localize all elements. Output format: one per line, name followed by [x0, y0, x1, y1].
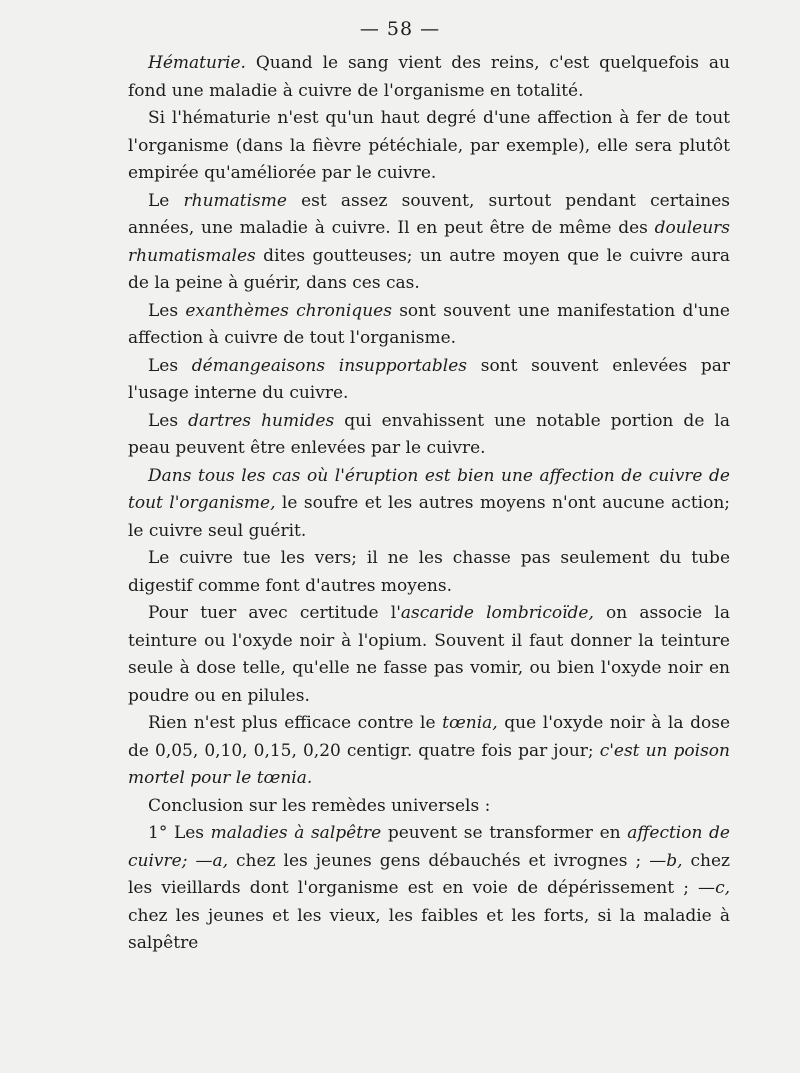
- italic-text: Hématurie.: [148, 53, 246, 73]
- italic-text: douleurs rhumatismales: [128, 218, 730, 266]
- italic-text: tœnia,: [442, 713, 498, 733]
- text-segment: dites goutteuses; un autre moyen que le cuivre aura de la peine à guérir, dans ces cas.: [128, 245, 730, 293]
- text-segment: Si l'hématurie n'est qu'un haut degré d'une affection à fer de tout l'organisme (dans la fièvre pétéchiale, par exemple), elle sera plutôt empirée qu'améliorée par le cuivre.: [128, 108, 730, 183]
- text-segment: que l'oxyde noir à la dose de 0,05, 0,10, 0,15, 0,20 centigr. quatre fois par jour;: [128, 713, 731, 761]
- italic-text: affection de cuivre;: [128, 823, 730, 871]
- text-segment: —: [187, 850, 213, 871]
- text-segment: est assez souvent, surtout pendant certaines années, une maladie à cuivre. Il en peut être de même des: [128, 190, 730, 238]
- paragraph: [128, 408, 730, 463]
- text-segment: chez les jeunes et les vieux, les faibles et les forts, si la maladie à salpêtre: [128, 905, 730, 953]
- paragraph: [128, 105, 730, 188]
- text-segment: chez les jeunes gens débauchés et ivrognes ; —: [228, 850, 667, 871]
- italic-text: maladies à salpêtre: [210, 823, 382, 843]
- text-segment: sont souvent une manifestation d'une affection à cuivre de tout l'organisme.: [128, 300, 730, 348]
- paragraph: [128, 600, 730, 710]
- paragraph: [128, 298, 730, 353]
- text-segment: 1° Les: [148, 823, 211, 843]
- paragraph: [128, 50, 730, 105]
- text-segment: Les: [148, 300, 186, 321]
- italic-text: b,: [666, 850, 683, 871]
- text-segment: Les: [148, 355, 192, 376]
- paragraph: [128, 820, 730, 958]
- italic-text: rhumatisme: [183, 190, 287, 211]
- italic-text: ascaride lombricoïde,: [400, 603, 594, 623]
- page-body-text: [128, 50, 730, 958]
- italic-text: démangeaisons insupportables: [191, 355, 468, 376]
- text-segment: Les: [148, 410, 189, 431]
- text-segment: le soufre et les autres moyens n'ont aucune action; le cuivre seul guérit.: [128, 493, 731, 541]
- italic-text: c,: [715, 878, 730, 898]
- paragraph: [128, 793, 730, 821]
- paragraph: [128, 463, 730, 546]
- text-segment: Conclusion sur les remèdes universels :: [148, 795, 491, 816]
- text-segment: sont souvent enlevées par l'usage interne du cuivre.: [128, 355, 731, 403]
- text-segment: qui envahissent une notable portion de la peau peuvent être enlevées par le cuivre.: [128, 410, 731, 458]
- italic-text: Dans tous les cas où l'éruption est bien une affection de cuivre de tout l'organisme,: [128, 465, 730, 513]
- text-segment: chez les vieillards dont l'organisme est en voie de dépérissement ; —: [128, 850, 731, 898]
- italic-text: c'est un poison mortel pour le tœnia.: [128, 740, 730, 788]
- paragraph: [128, 710, 730, 793]
- text-segment: Pour tuer avec certitude l': [148, 603, 401, 623]
- text-segment: Rien n'est plus efficace contre le: [148, 713, 443, 733]
- italic-text: exanthèmes chroniques: [185, 300, 392, 321]
- italic-text: a,: [212, 850, 228, 871]
- paragraph: [128, 545, 730, 600]
- italic-text: dartres humides: [188, 410, 335, 431]
- text-segment: on associe la teinture ou l'oxyde noir à l'opium. Souvent il faut donner la teinture seule à dose telle, qu'elle ne fasse pas vomir, ou bien l'oxyde noir en poudre ou en pilules.: [128, 603, 730, 706]
- text-segment: Le cuivre tue les vers; il ne les chasse pas seulement du tube digestif comme font d'autres moyens.: [128, 548, 730, 596]
- paragraph: [128, 353, 730, 408]
- text-segment: Quand le sang vient des reins, c'est quelquefois au fond une maladie à cuivre de l'organisme en totalité.: [128, 53, 730, 101]
- page-number: — 58 —: [359, 18, 441, 40]
- paragraph: [128, 188, 730, 298]
- text-segment: peuvent se transformer en: [381, 823, 628, 843]
- text-segment: Le: [148, 190, 184, 211]
